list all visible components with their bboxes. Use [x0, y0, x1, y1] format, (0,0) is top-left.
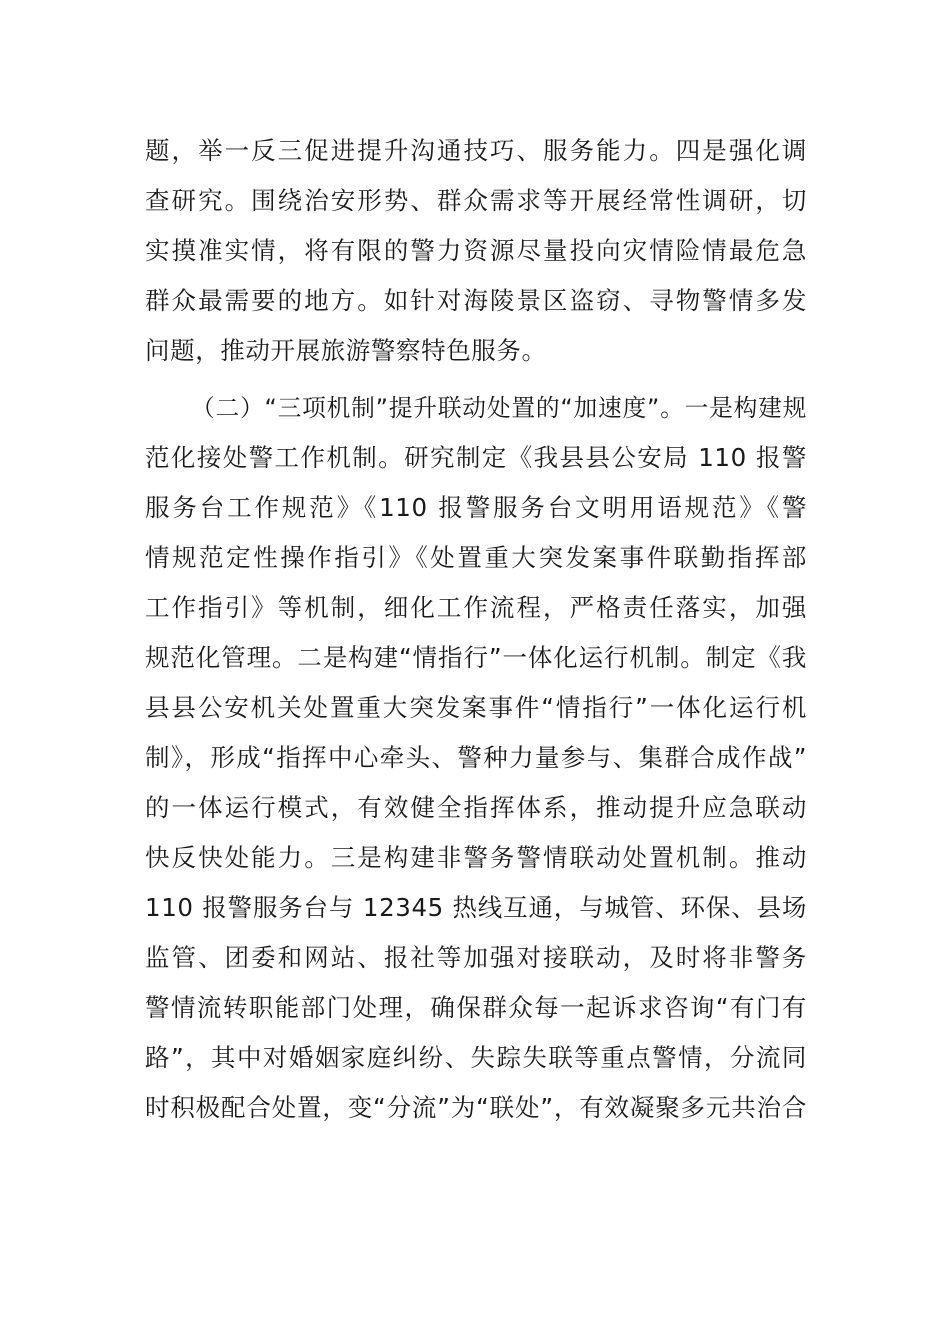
text-line: 路”，其中对婚姻家庭纠纷、失踪失联等重点警情，分流同 [145, 1043, 807, 1072]
paragraph-1 [145, 126, 807, 376]
text-line: 时积极配合处置，变“分流”为“联处”，有效凝聚多元共治合 [145, 1093, 807, 1122]
text-line: 实摸准实情，将有限的警力资源尽量投向灾情险情最危急 [145, 236, 807, 265]
text-line: 服务台工作规范》《110 报警服务台文明用语规范》《警 [145, 493, 807, 522]
text-line: 题，举一反三促进提升沟通技巧、服务能力。四是强化调 [145, 136, 807, 165]
text-line: 情规范定性操作指引》《处置重大突发案事件联勤指挥部 [145, 543, 807, 572]
text-line: 的一体运行模式，有效健全指挥体系，推动提升应急联动 [145, 793, 807, 822]
text-line: 县县公安机关处置重大突发案事件“情指行”一体化运行机 [145, 693, 807, 722]
text-line: （二）“三项机制”提升联动处置的“加速度”。一是构建规 [191, 394, 807, 422]
text-line: 警情流转职能部门处理，确保群众每一起诉求咨询“有门有 [145, 993, 807, 1022]
text-line: 范化接处警工作机制。研究制定《我县县公安局 110 报警 [145, 443, 807, 472]
text-line: 问题，推动开展旅游警察特色服务。 [145, 336, 547, 365]
text-line: 查研究。围绕治安形势、群众需求等开展经常性调研，切 [145, 186, 807, 215]
text-line: 快反快处能力。三是构建非警务警情联动处置机制。推动 [145, 843, 807, 872]
text-line: 工作指引》等机制，细化工作流程，严格责任落实，加强 [145, 593, 807, 622]
text-line: 监管、团委和网站、报社等加强对接联动，及时将非警务 [145, 943, 807, 972]
text-line: 制》，形成“指挥中心牵头、警种力量参与、集群合成作战” [145, 743, 807, 772]
text-line: 110 报警服务台与 12345 热线互通，与城管、环保、县场 [145, 893, 807, 922]
text-line: 规范化管理。二是构建“情指行”一体化运行机制。制定《我 [145, 643, 807, 672]
paragraph-2 [145, 383, 807, 1133]
text-line: 群众最需要的地方。如针对海陵景区盗窃、寻物警情多发 [145, 286, 807, 315]
